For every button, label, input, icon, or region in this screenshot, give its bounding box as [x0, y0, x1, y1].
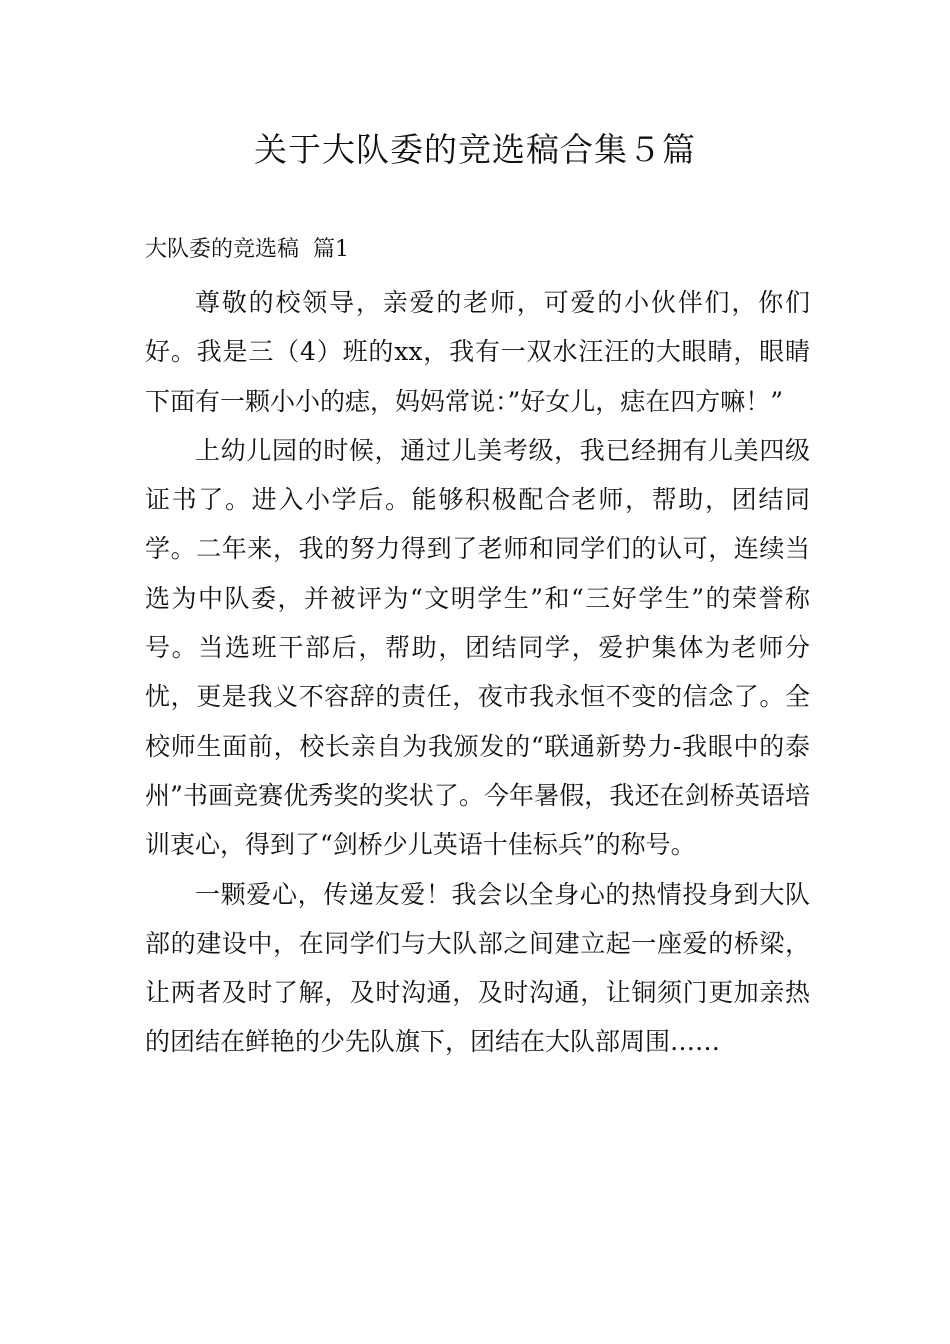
document-body: [145, 278, 810, 1067]
paragraph: 上幼儿园的时候，通过儿美考级，我已经拥有儿美四级证书了。进入小学后。能够积极配合老师，帮助，团结同学。二年来，我的努力得到了老师和同学们的认可，连续当选为中队委，并被评为“文明学生”和“三好学生”的荣誉称号。当选班干部后，帮助，团结同学，爱护集体为老师分忧，更是我义不容辞的责任，夜市我永恒不变的信念了。全校师生面前，校长亲自为我颁发的“联通新势力-我眼中的泰州”书画竞赛优秀奖的奖状了。今年暑假，我还在剑桥英语培训衷心，得到了“剑桥少儿英语十佳标兵”的称号。: [145, 435, 810, 860]
paragraph: 尊敬的校领导，亲爱的老师，可爱的小伙伴们，你们好。我是三（4）班的xx，我有一双水汪汪的大眼睛，眼睛下面有一颗小小的痣，妈妈常说：”好女儿，痣在四方嘛！”: [145, 288, 810, 416]
section-heading: 大队委的竞选稿 篇1: [145, 237, 349, 262]
paragraph: 一颗爱心，传递友爱！我会以全身心的热情投身到大队部的建设中，在同学们与大队部之间建立起一座爱的桥梁，让两者及时了解，及时沟通，及时沟通，让铜须门更加亲热的团结在鲜艳的少先队旗下，团结在大队部周围……: [145, 879, 810, 1057]
document-title: 关于大队委的竞选稿合集５篇: [254, 130, 696, 169]
